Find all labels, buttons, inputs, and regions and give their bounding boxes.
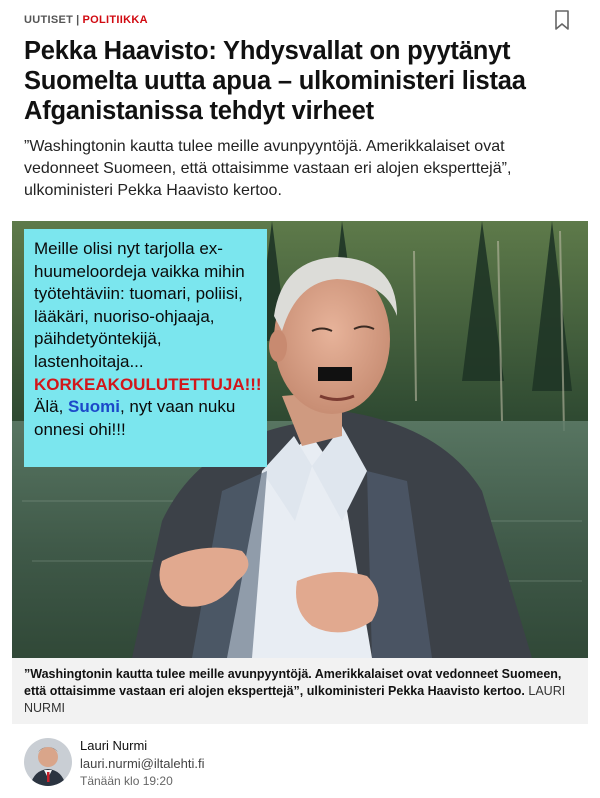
avatar[interactable] [24,738,72,786]
category-separator: | [76,14,80,26]
text-overlay [24,229,267,467]
overlay-suomi: Suomi [68,397,120,417]
bookmark-icon[interactable] [554,10,570,30]
category-news-link[interactable]: UUTISET [24,14,74,26]
article-photo[interactable] [12,221,588,658]
caption-credit: LAURI NURMI [24,684,566,715]
author-byline [24,738,424,798]
caption-text: ”Washingtonin kautta tulee meille avunpyyntöjä. Amerikkalaiset ovat vedonneet Suomeen, että ottaisimme vastaan eri alojen eksperttejä”, ulkoministeri Pekka Haavisto kertoo. [24,667,562,698]
author-name[interactable]: Lauri Nurmi [80,738,148,753]
publish-date: Tänään klo 19:20 [80,774,173,788]
overlay-shout: KORKEAKOULUTETTUJA!!! [34,374,262,394]
author-email[interactable]: lauri.nurmi@iltalehti.fi [80,756,205,771]
photo-caption [12,658,588,724]
overlay-post: , nyt vaan nuku onnesi ohi!!! [34,397,236,439]
overlay-text: Meille olisi nyt tarjolla ex-huumeloordeja vaikka mihin työtehtäviin: tuomari, poliisi, lääkäri, nuoriso-ohjaaja, päihdetyöntekijä, lastenhoitaja... [34,239,245,371]
lead-paragraph: ”Washingtonin kautta tulee meille avunpyyntöjä. Amerikkalaiset ovat vedonneet Suomeen, että ottaisimme vastaan eri alojen eksperttejä”, ulkoministeri Pekka Haavisto kertoo. [24,138,512,199]
category-politics-link[interactable]: POLITIIKKA [82,14,148,26]
headline: Pekka Haavisto: Yhdysvallat on pyytänyt Suomelta uutta apua – ulkoministeri listaa Afganistanissa tehdyt virheet [24,37,526,125]
overlay-pre: Älä, [34,397,69,417]
category-bar [24,10,580,30]
